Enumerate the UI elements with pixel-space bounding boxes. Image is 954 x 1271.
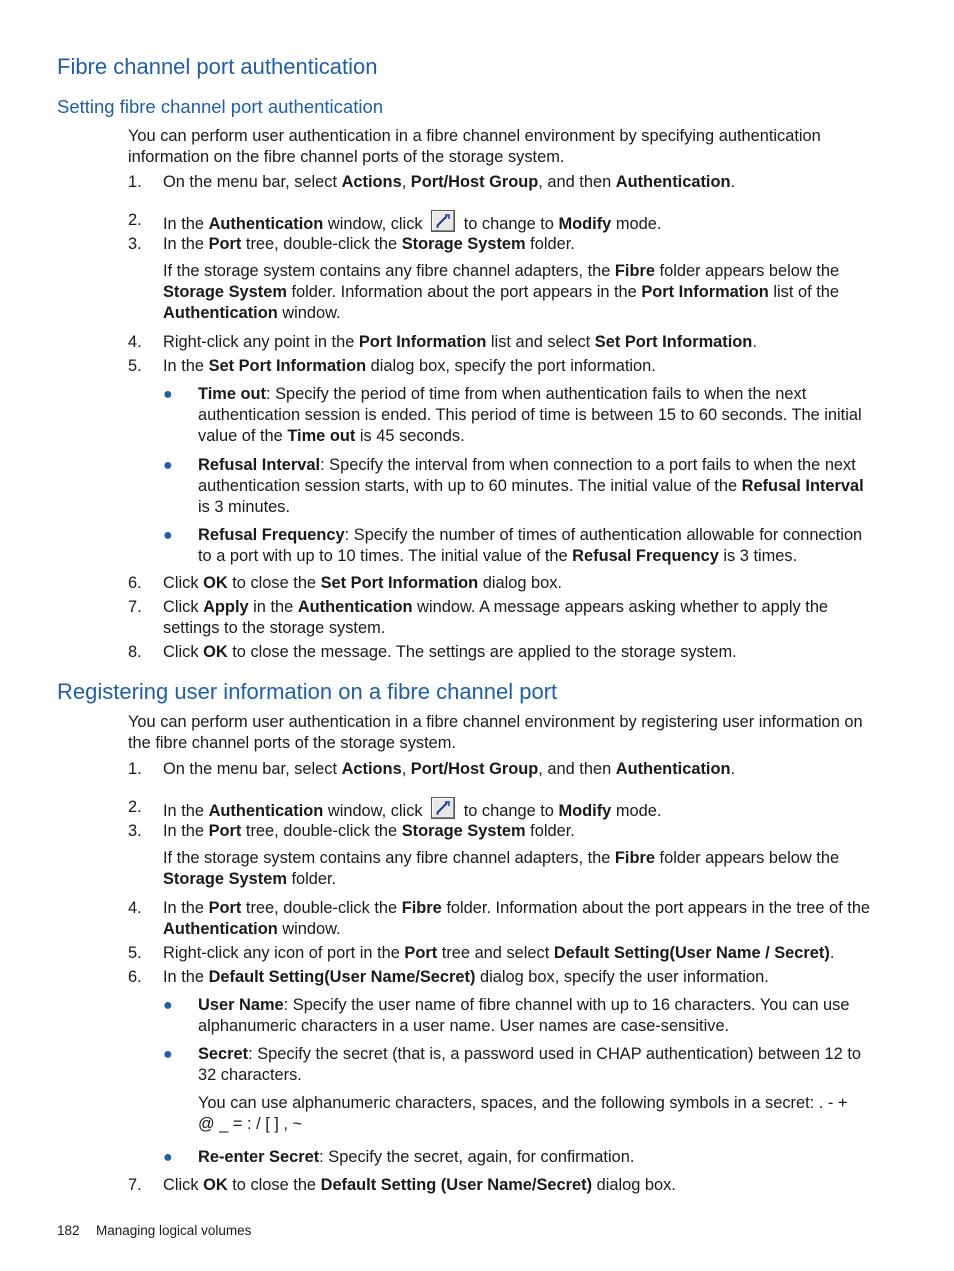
step-note: If the storage system contains any fibre channel adapters, the Fibre folder appears below the Storage System folder. Information about the port appears in the Port Information list of the Authentication window.: [163, 262, 840, 322]
page-number: 182: [57, 1223, 80, 1238]
bullet-dot: ●: [163, 527, 173, 544]
bullet-dot: ●: [163, 1149, 173, 1166]
subsection-title-setting: Setting fibre channel port authentication: [57, 96, 384, 117]
section-title: Fibre channel port authentication: [57, 54, 378, 79]
subsection-title-registering: Registering user information on a fibre channel port: [57, 679, 558, 704]
bullet-dot: ●: [163, 457, 173, 474]
intro-setting: You can perform user authentication in a fibre channel environment by specifying authentication information on the fibre channel ports of the storage system.: [128, 127, 821, 166]
modify-mode-icon[interactable]: [431, 797, 455, 819]
intro-registering: You can perform user authentication in a fibre channel environment by registering user information on the fibre channel ports of the storage system.: [128, 713, 863, 752]
bullet-dot: ●: [163, 1046, 173, 1063]
step-note: If the storage system contains any fibre channel adapters, the Fibre folder appears below the Storage System folder.: [163, 849, 840, 888]
secret-note: You can use alphanumeric characters, spaces, and the following symbols in a secret: . - + @ _ = : / [ ] , ~: [198, 1094, 848, 1133]
page-footer: [57, 1222, 251, 1240]
modify-mode-icon[interactable]: [431, 210, 455, 232]
bullet-dot: ●: [163, 997, 173, 1014]
chapter-title: Managing logical volumes: [96, 1223, 252, 1238]
bullet-dot: ●: [163, 386, 173, 403]
